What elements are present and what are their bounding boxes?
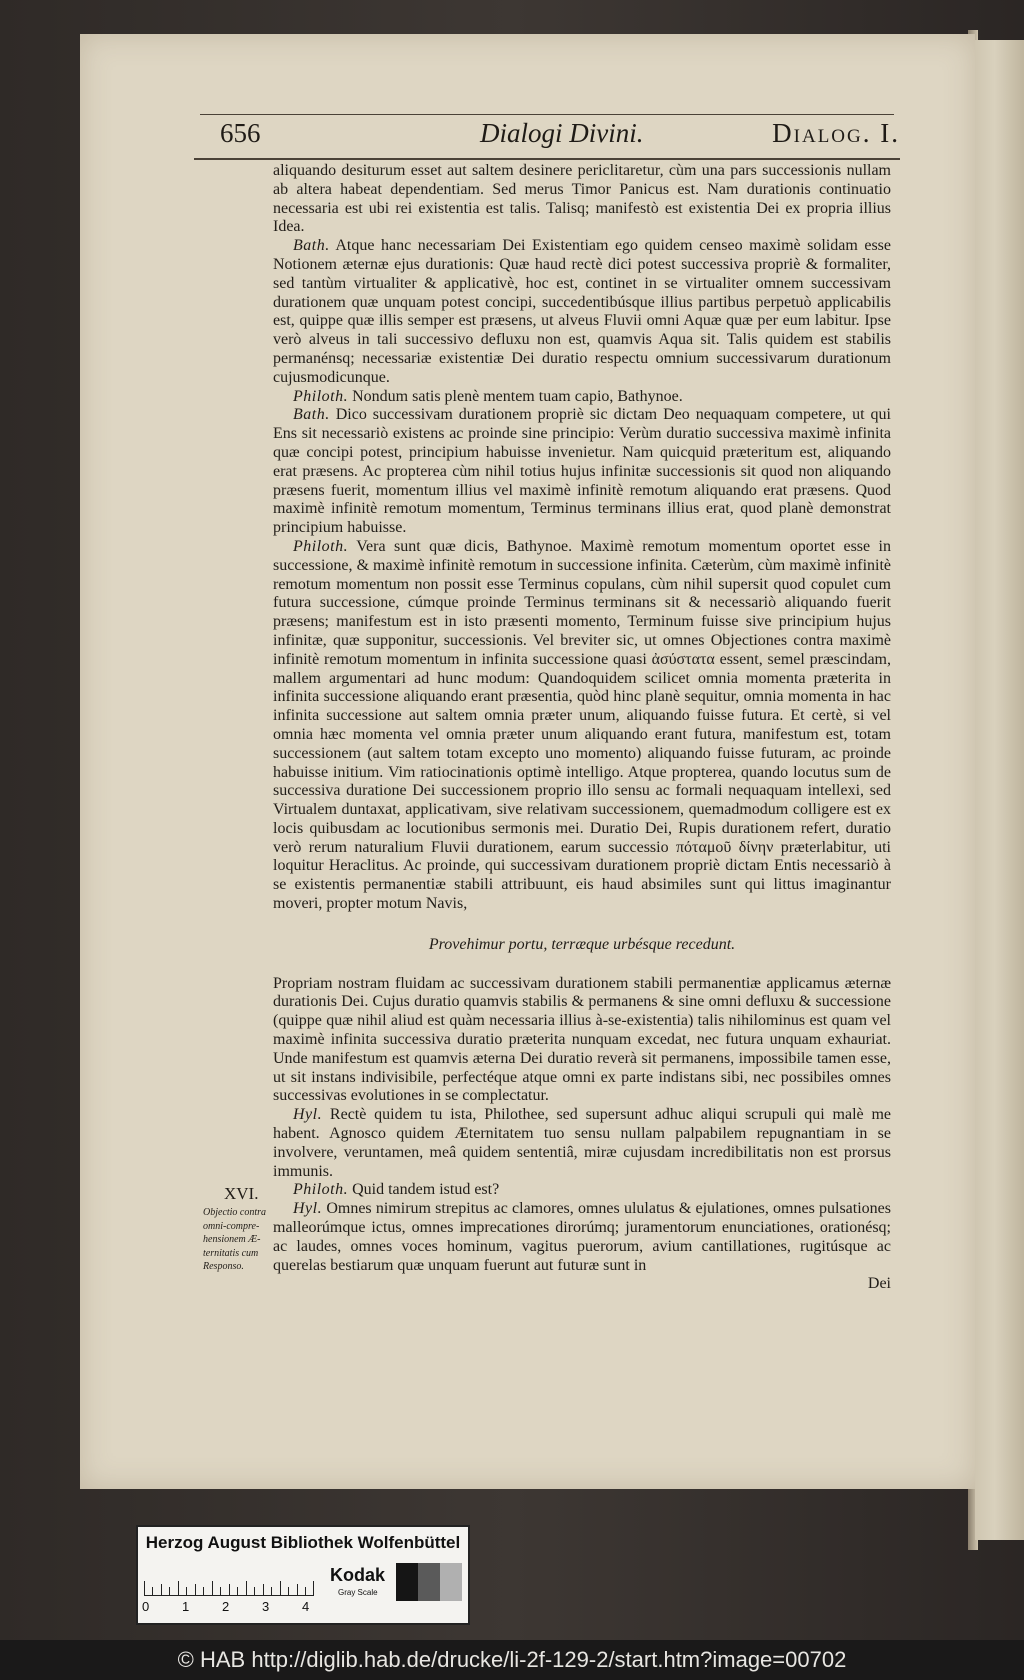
speech: Rectè quidem tu ista, Philothee, sed supersunt adhuc aliqui scrupuli qui malè me habent. Agnosco quidem Æternitatem tuo sensu nullam palpabilem repugnantiam in se involvere, veruntamen, meâ quidem sententiâ, miræ cujusdam incredibilitatis non est prorsus immunis. [273,1106,892,1180]
gray-scale-label: Gray Scale [338,1588,378,1597]
section-number: XVI. [224,1184,259,1203]
speaker: Hyl. [293,1200,323,1218]
running-title: Dialogi Divini. [480,118,644,148]
speech: Omnes nimirum strepitus ac clamores, omnes ululatus & ejulationes, omnes pulsationes malleorúmque ictus, omnes imprecationes dirorúmq; juramentorum enunciationes, orationésq; ac laudes, omnes voces hominum, vagitus puerorum, avium cantillationes, rugitúsque ac querelas bestiarum quæ unquam fuerunt aut futuræ sunt in [273,1200,892,1274]
paragraph [273,1106,891,1181]
header-bottom-rule [194,158,900,160]
facing-page-edge [975,40,1024,1540]
speaker: Bath. [293,237,330,255]
main-text [273,162,891,1294]
catchword: Dei [867,1275,891,1293]
speech: Nondum satis plenè mentem tuam capio, Bathynoe. [352,387,683,405]
speaker: Philoth. [293,387,349,405]
scale-number: 1 [182,1599,190,1614]
color-calibration-bar [136,1525,470,1625]
speech: Quid tandem istud est? [352,1181,500,1199]
speaker: Hyl. [293,1106,323,1124]
paragraph [273,237,891,387]
paragraph: Propriam nostram fluidam ac successivam durationem stabili permanentiæ applicamus æternæ durationis Dei. Cujus duratio quamvis stabilis & permanens & sine omni defluxu & successione (quippe quæ nihil aliud est quàm necessaria illius à-se-existentia) talis nihilominus est quam vel maximè infinita successiva duratio præterita nunquam excedat, nec futura unquam exhauriat. Unde manifestum est quamvis æterna Dei duratio reverà sit permanens, impossibile tamen esse, ut sit instans indivisibile, perfectéque atque omni ex parte indistans sibi, nec possibiles omnes successivas evolutiones in se complectatur. [273,974,891,1105]
speech: Vera sunt quæ dicis, Bathynoe. Maximè remotum momentum oportet esse in successione, & maximè infinitè remotum in successione infinita. Cæterùm, cùm maximè infinitè remotum momentum non possit esse Terminus copulans, cùm nihil supersit quod copulet cum futura successione, cúmque proinde Terminus terminans sit & necessariò aliquando fuerit præsens; manifestum est in isto præsenti momento, Terminum fuisse sive principium hujus infinitæ, quæ supponitur, successionis. Vel breviter sic, ut omnes Objectiones contra maximè infinitè remotum momentum in infinita successione quasi ἀσύστατα essent, semel præscindam, mallem argumentari ad hunc modum: Quandoquidem scilicet omnia momenta præterita in infinita successione aliquando erant præsentia, quòd hinc planè sequitur, omnia momenta in hac infinita successione aut saltem omnia præter unum, aliquando fuisse futura. Et certè, si vel omnia hæc momenta vel omnia præter unum aliquando erant futura, manifestum est, totam successionem (aut saltem totam excepto uno momento) aliquando fuisse futuram, ac proinde habuisse initium. Vim ratiocinationis optimè intelligo. Atque propterea, quando locutus sum de successiva duratione Dei successionem proprio illo sensu ac formali nequaquam intellexi, sed Virtualem duntaxat, applicativam, sive relativam successionem, quemadmodum colligere est ex locis quibusdam ac locutionibus sermonis mei. Duratio Dei, Rupis durationem refert, duratio verò rerum naturalium Fluvii durationem, earum successio πόταμοῦ δίνην præterlabitur, uti loquitur Heraclitus. Ac proinde, qui successivam durationem propriè dictam Entis necessariò à se existentis permanentiæ stabili attribuunt, eis haud absimiles sunt qui littus imaginantur moveri, propter motum Navis, [273,537,891,913]
paragraph [273,388,891,407]
gray-swatch-dark [396,1563,418,1601]
paragraph [273,1200,891,1275]
scale-ruler [144,1565,314,1596]
scale-number: 4 [302,1599,310,1614]
paragraph [273,1181,891,1200]
paragraph [273,538,891,914]
margin-note: Objectio contra omni-comprehensionem Æternitatis cum Responso. [203,1207,267,1272]
footer-bar [0,1640,1024,1680]
scale-number: 3 [262,1599,270,1614]
running-head [220,112,900,152]
speech: Dico successivam durationem propriè sic dictam Deo nequaquam competere, ut qui Ens sit necessariò existens ac proinde sine principio: Verùm duratio successiva maximè infinita quæ concipi potest, principium habuisse invenietur. Nam quicquid præteritum est, aliquando erat præsens. Ac propterea cùm nihil totius hujus infinitæ successionis sit quod non aliquando præsens fuerit, momentum illius vel maximè infinitè remotum aliquando erat præsens. Quod maximè infinitè remotum momentum, Terminus terminans illius erat, quod planè demonstrat principium habuisse. [273,406,892,537]
scale-number: 2 [222,1599,230,1614]
gray-swatch-mid [418,1563,440,1601]
paragraph: aliquando desiturum esset aut saltem desinere periclitaretur, cùm una pars successionis nullam ab altera habeat dependentiam. Sed merus Timor Panicus est. Nam durationis continuatio necessaria est ubi rei existentia est talis. Talisq; manifestò est existentia Dei ex propria illius Idea. [273,162,891,236]
paragraph [273,406,891,538]
speaker: Philoth. [293,1181,349,1199]
verse-quote: Provehimur portu, terræque urbésque recedunt. [428,935,736,953]
speech: Atque hanc necessariam Dei Existentiam ego quidem censeo maximè solidam esse Notionem æternæ ejus durationis: Quæ haud rectè dici potest successiva propriè & formaliter, sed tantùm virtualiter & applicativè, hoc est, continet in se virtualiter omnem successivam durationem quæ unquam potest concipi, succedentibúsque illius partibus perpetuò applicabilis est, quippe quæ illis semper est præsens, ut alveus Fluvii omni Aquæ quæ per eum labitur. Ipse verò alveus in tali successivo defluxu non est, quamvis Aqua sit. Talis quidem est stabilis permanénsq; necessariæ existentiæ Dei duratio respectu omnium successivarum durationum cujusmodicunque. [273,237,892,386]
scale-number: 0 [142,1599,150,1614]
speaker: Philoth. [293,537,349,555]
institution-name: Herzog August Bibliothek Wolfenbüttel [145,1533,461,1552]
kodak-logo: Kodak [330,1565,386,1585]
gray-swatch-light [440,1563,462,1601]
dialog-number: Dialog. I. [772,118,900,148]
speaker: Bath. [293,406,330,424]
page-number: 656 [220,118,261,148]
copyright-url: © HAB http://diglib.hab.de/drucke/li-2f-129-2/start.htm?image=00702 [177,1647,847,1672]
